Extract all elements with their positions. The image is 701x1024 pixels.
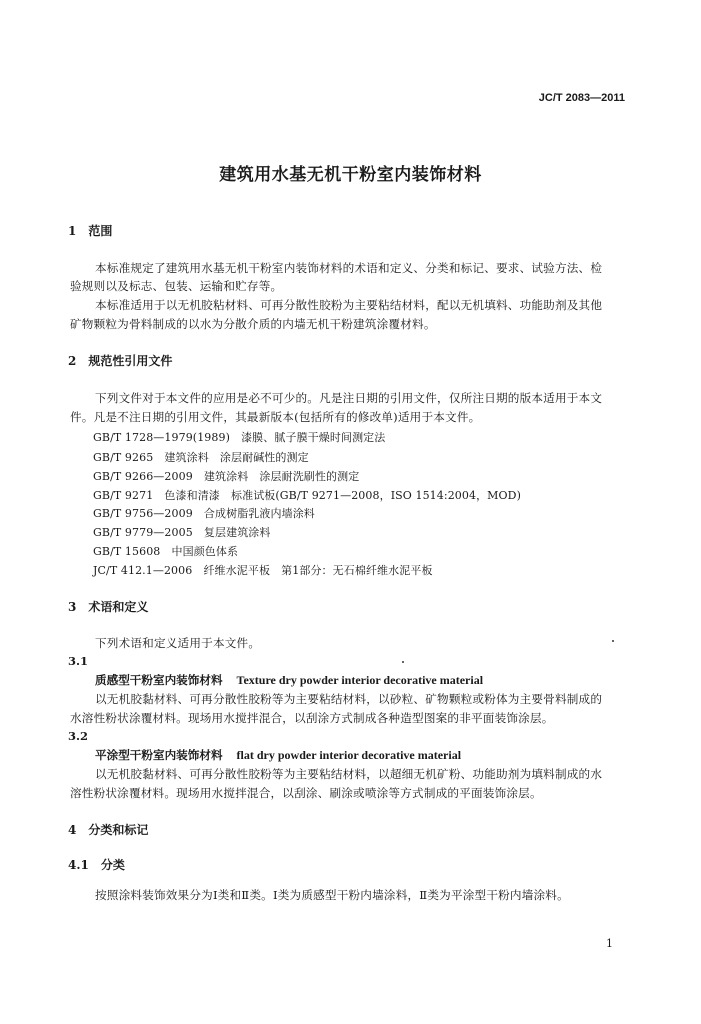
- scan-speck: [612, 640, 614, 642]
- term-3-2-number: 3.2: [68, 729, 89, 743]
- reference-item: JC/T 412.1—2006 纤维水泥平板 第1部分：无石棉纤维水泥平板: [93, 564, 433, 577]
- section-2-p1-line2: 件。凡是不注日期的引用文件，其最新版本(包括所有的修改单)适用于本文件。: [70, 410, 481, 424]
- reference-item: GB/T 9756—2009 合成树脂乳液内墙涂料: [93, 507, 315, 520]
- reference-item: GB/T 15608 中国颜色体系: [93, 545, 239, 558]
- term-3-2-line1: 以无机胶黏材料、可再分散性胶粉等为主要粘结材料，以超细无机矿粉、功能助剂为填料制成的水: [95, 767, 603, 781]
- page-number: 1: [606, 937, 613, 950]
- reference-item: GB/T 9266—2009 建筑涂料 涂层耐洗刷性的测定: [93, 470, 360, 483]
- scan-speck: [402, 661, 404, 663]
- standard-number: JC/T 2083—2011: [538, 92, 625, 104]
- term-3-1-title: [95, 672, 483, 688]
- term-3-2-title: [95, 747, 461, 763]
- section-4-heading: 4 分类和标记: [68, 823, 149, 837]
- section-1-p2-line1: 本标准适用于以无机胶粘材料、可再分散性胶粉为主要粘结材料，配以无机填料、功能助剂及其他: [95, 298, 603, 312]
- section-1-p1-line2: 验规则以及标志、包装、运输和贮存等。: [70, 279, 283, 293]
- section-2-heading: 2 规范性引用文件: [68, 354, 173, 368]
- section-4-1-p1: 按照涂料装饰效果分为Ⅰ类和Ⅱ类。Ⅰ类为质感型干粉内墙涂料，Ⅱ类为平涂型干粉内墙涂料。: [95, 888, 569, 902]
- term-3-2-en: flat dry powder interior decorative material: [236, 748, 462, 762]
- term-3-1-number: 3.1: [68, 654, 89, 668]
- term-3-1-line2: 水溶性粉状涂覆材料。现场用水搅拌混合，以刮涂方式制成各种造型图案的非平面装饰涂层。: [70, 711, 554, 725]
- term-3-2-line2: 溶性粉状涂覆材料。现场用水搅拌混合，以刮涂、刷涂或喷涂等方式制成的平面装饰涂层。: [70, 786, 542, 800]
- section-2-p1-line1: 下列文件对于本文件的应用是必不可少的。凡是注日期的引用文件，仅所注日期的版本适用于本文: [95, 391, 603, 405]
- reference-item: GB/T 9265 建筑涂料 涂层耐碱性的测定: [93, 451, 309, 464]
- section-1-heading: 1 范围: [68, 224, 113, 238]
- term-3-1-en: Texture dry powder interior decorative material: [236, 673, 484, 687]
- section-3-heading: 3 术语和定义: [68, 600, 149, 614]
- reference-item: GB/T 9271 色漆和清漆 标准试板(GB/T 9271—2008，ISO 1514:2004，MOD): [93, 489, 521, 502]
- section-3-intro: 下列术语和定义适用于本文件。: [95, 636, 261, 650]
- reference-item: GB/T 9779—2005 复层建筑涂料: [93, 526, 271, 539]
- section-4-1-heading: 4.1 分类: [68, 858, 125, 872]
- document-title: 建筑用水基无机干粉室内装饰材料: [219, 165, 482, 185]
- section-1-p1-line1: 本标准规定了建筑用水基无机干粉室内装饰材料的术语和定义、分类和标记、要求、试验方法、检: [95, 261, 603, 275]
- term-3-1-cn: 质感型干粉室内装饰材料: [95, 673, 223, 687]
- reference-item: GB/T 1728—1979(1989) 漆膜、腻子膜干燥时间测定法: [93, 431, 386, 444]
- term-3-1-line1: 以无机胶黏材料、可再分散性胶粉等为主要粘结材料，以砂粒、矿物颗粒或粉体为主要骨料制成的: [95, 692, 603, 706]
- section-1-p2-line2: 矿物颗粒为骨料制成的以水为分散介质的内墙无机干粉建筑涂覆材料。: [70, 317, 436, 331]
- term-3-2-cn: 平涂型干粉室内装饰材料: [95, 748, 223, 762]
